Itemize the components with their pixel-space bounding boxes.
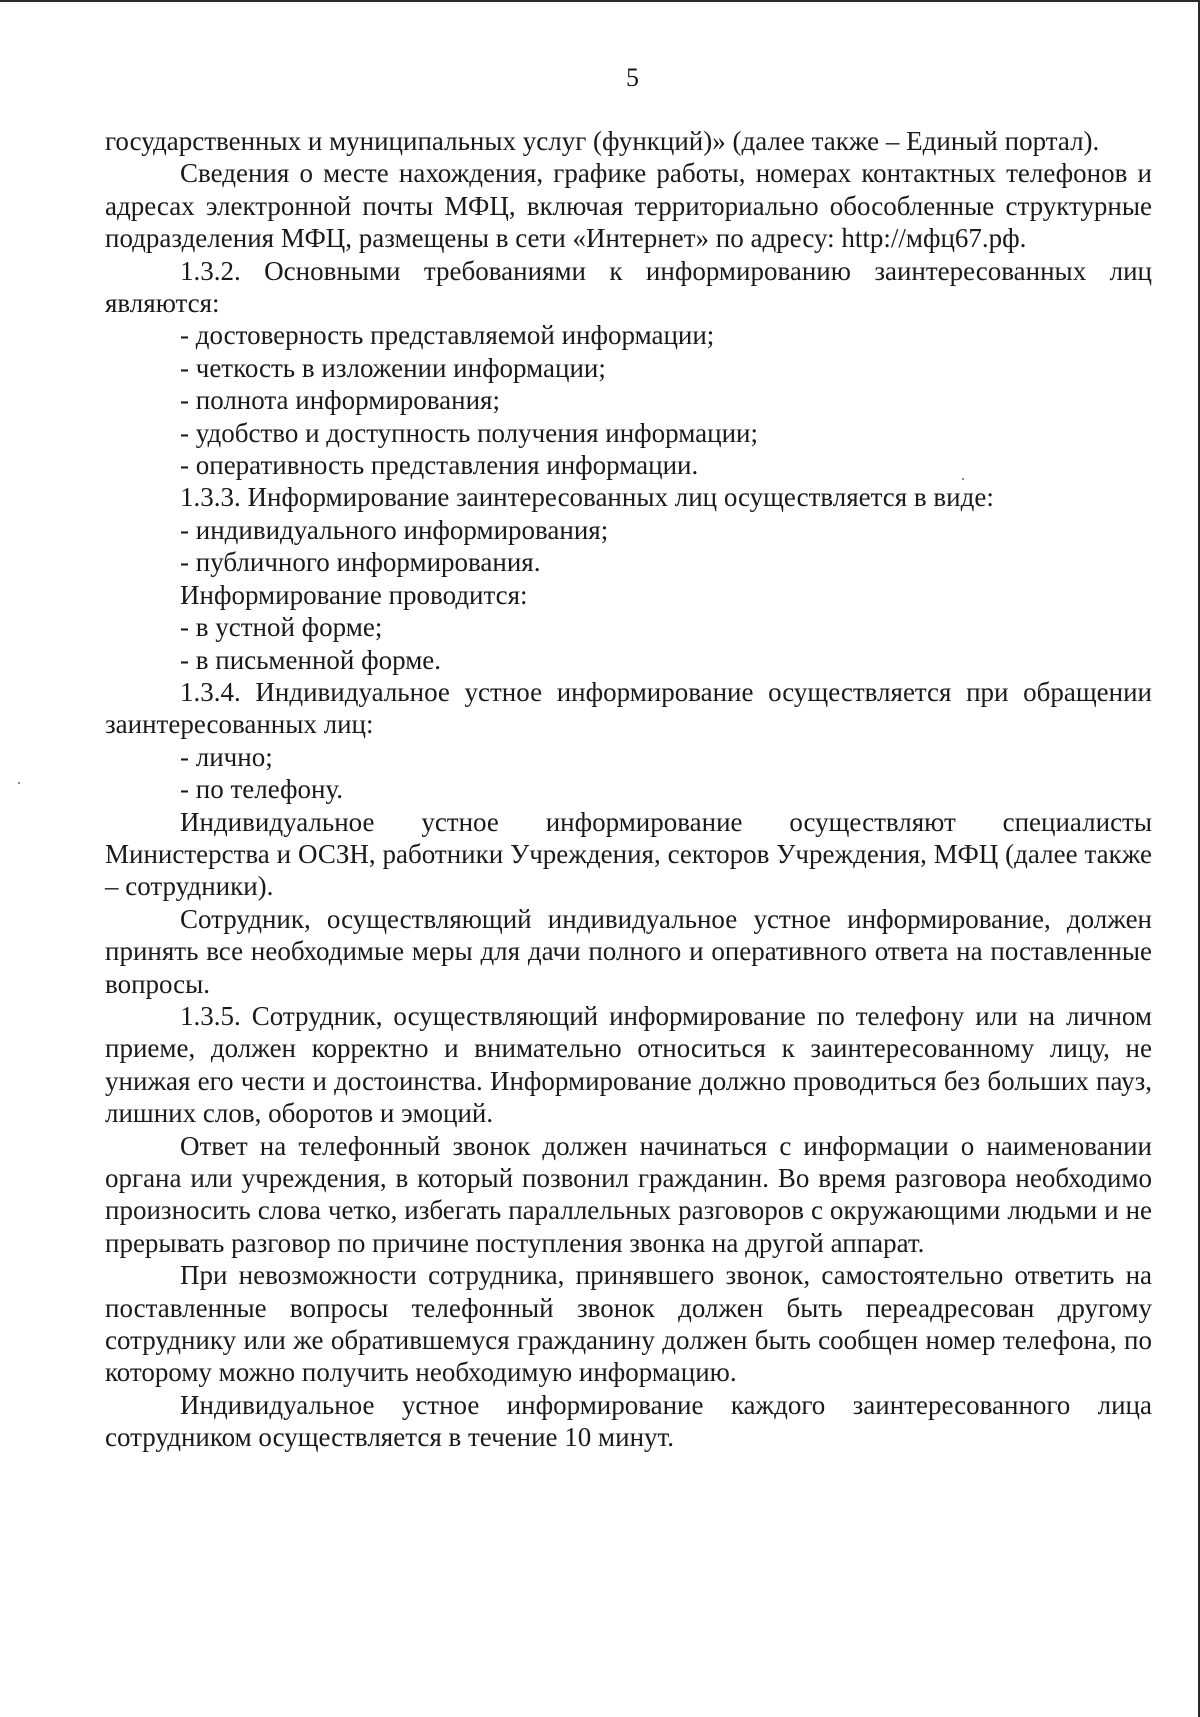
scan-speck (18, 782, 20, 784)
paragraph-call-redirect: При невозможности сотрудника, принявшего звонок, самостоятельно ответить на поставленные вопросы телефонный звонок должен быть переадресован другому сотруднику или же обратившемуся гражданину должен быть сообщен номер телефона, по которому можно получить необходимую информацию. (105, 1260, 1152, 1388)
paragraph-phone-answer: Ответ на телефонный звонок должен начинаться с информации о наименовании органа или учреждения, в который позвонил гражданин. Во время разговора необходимо произносить слова четко, избегать параллельных разговоров с окружающими людьми и не прерывать разговор по причине поступления звонка на другой аппарат. (105, 1130, 1152, 1258)
list-item: - оперативность представления информации. (180, 450, 699, 481)
scan-speck (962, 478, 964, 480)
list-item: - в устной форме; (180, 612, 383, 643)
paragraph-mfc-info: Сведения о месте нахождения, графике работы, номерах контактных телефонов и адресах электронной почты МФЦ, включая территориально обособленные структурные подразделения МФЦ, размещены в сети «Интернет» по адресу: http://мфц67.рф. (105, 158, 1152, 254)
document-body (105, 125, 1152, 1454)
paragraph-portal-continuation: государственных и муниципальных услуг (функций)» (далее также – Единый портал). (105, 126, 1100, 156)
paragraph-duration: Индивидуальное устное информирование каждого заинтересованного лица сотрудником осуществляется в течение 10 минут. (105, 1389, 1152, 1453)
list-item: - удобство и доступность получения информации; (180, 417, 758, 448)
page-number: 5 (626, 63, 639, 92)
list-item: - полнота информирования; (180, 385, 500, 416)
paragraph-specialists: Индивидуальное устное информирование осуществляют специалисты Министерства и ОСЗН, работники Учреждения, секторов Учреждения, МФЦ (далее также – сотрудники). (105, 806, 1152, 902)
paragraph-1-3-4: 1.3.4. Индивидуальное устное информирование осуществляется при обращении заинтересованных лиц: (105, 676, 1152, 740)
scan-edge-top (0, 0, 1200, 2)
list-item: - лично; (180, 741, 273, 772)
paragraph-1-3-3: 1.3.3. Информирование заинтересованных лиц осуществляется в виде: (180, 482, 994, 513)
list-item: - в письменной форме. (180, 644, 442, 675)
list-item: - по телефону. (180, 774, 344, 805)
paragraph-informing-forms: Информирование проводится: (180, 579, 528, 610)
list-item: - публичного информирования. (180, 547, 541, 578)
list-item: - четкость в изложении информации; (180, 352, 606, 383)
paragraph-employee-measures: Сотрудник, осуществляющий индивидуальное устное информирование, должен принять все необходимые меры для дачи полного и оперативного ответа на поставленные вопросы. (105, 903, 1152, 999)
list-item: - индивидуального информирования; (180, 514, 609, 545)
paragraph-1-3-2: 1.3.2. Основными требованиями к информированию заинтересованных лиц являются: (105, 255, 1152, 319)
list-item: - достоверность представляемой информации; (180, 320, 715, 351)
paragraph-1-3-5: 1.3.5. Сотрудник, осуществляющий информирование по телефону или на личном приеме, должен корректно и внимательно относиться к заинтересованному лицу, не унижая его чести и достоинства. Информирование должно проводиться без больших пауз, лишних слов, оборотов и эмоций. (105, 1000, 1152, 1129)
